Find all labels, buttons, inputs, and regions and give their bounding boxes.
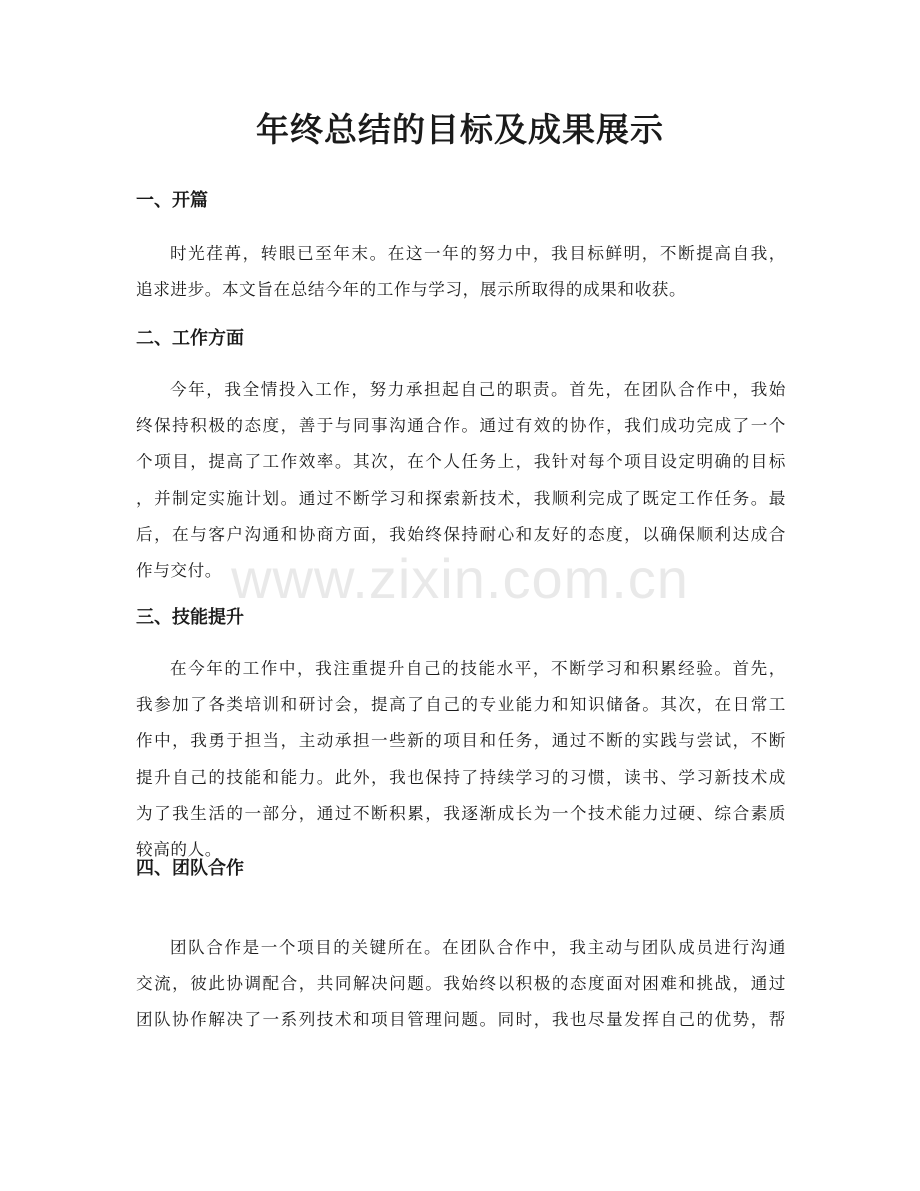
watermark: www.zixin.com.cn [231, 547, 689, 610]
section-heading-opening: 一、开篇 [136, 190, 208, 211]
document-title: 年终总结的目标及成果展示 [256, 110, 664, 149]
paragraph-line: 我参加了各类培训和研讨会，提高了自己的专业能力和知识储备。其次，在日常工 [136, 695, 786, 715]
paragraph-line: 时光荏苒，转眼已至年末。在这一年的努力中，我目标鲜明，不断提高自我， [170, 244, 786, 263]
paragraph-line: 交流，彼此协调配合，共同解决问题。我始终以积极的态度面对困难和挑战，通过 [136, 974, 786, 994]
paragraph-line: 后，在与客户沟通和协商方面，我始终保持耐心和友好的态度，以确保顺利达成合 [136, 524, 786, 544]
section-heading-skills: 三、技能提升 [136, 607, 244, 628]
section-paragraph-work [136, 372, 786, 589]
paragraph-line: 作中，我勇于担当，主动承担一些新的项目和任务，通过不断的实践与尝试，不断 [136, 731, 786, 751]
paragraph-line: 今年，我全情投入工作，努力承担起自己的职责。首先，在团队合作中，我始 [170, 380, 786, 399]
section-paragraph-teamwork [136, 930, 786, 1039]
section-paragraph-skills [136, 651, 786, 868]
paragraph-line: 团队协作解决了一系列技术和项目管理问题。同时，我也尽量发挥自己的优势，帮 [136, 1010, 786, 1030]
paragraph-line: 作与交付。 [136, 560, 222, 580]
paragraph-line: 提升自己的技能和能力。此外，我也保持了持续学习的习惯，读书、学习新技术成 [136, 767, 786, 787]
section-heading-work: 二、工作方面 [136, 328, 244, 349]
paragraph-line: ，并制定实施计划。通过不断学习和探索新技术，我顺利完成了既定工作任务。最 [136, 488, 786, 508]
paragraph-line: 终保持积极的态度，善于与同事沟通合作。通过有效的协作，我们成功完成了一个 [136, 416, 786, 436]
paragraph-line: 团队合作是一个项目的关键所在。在团队合作中，我主动与团队成员进行沟通 [170, 938, 786, 957]
paragraph-line: 追求进步。本文旨在总结今年的工作与学习，展示所取得的成果和收获。 [136, 280, 687, 300]
section-paragraph-opening [136, 236, 786, 308]
paragraph-line: 为了我生活的一部分，通过不断积累，我逐渐成长为一个技术能力过硬、综合素质 [136, 803, 786, 823]
section-heading-teamwork: 四、团队合作 [136, 858, 244, 879]
paragraph-line: 较高的人。 [136, 839, 222, 859]
paragraph-line: 个项目，提高了工作效率。其次，在个人任务上，我针对每个项目设定明确的目标 [136, 452, 786, 472]
paragraph-line: 在今年的工作中，我注重提升自己的技能水平，不断学习和积累经验。首先， [170, 659, 786, 678]
